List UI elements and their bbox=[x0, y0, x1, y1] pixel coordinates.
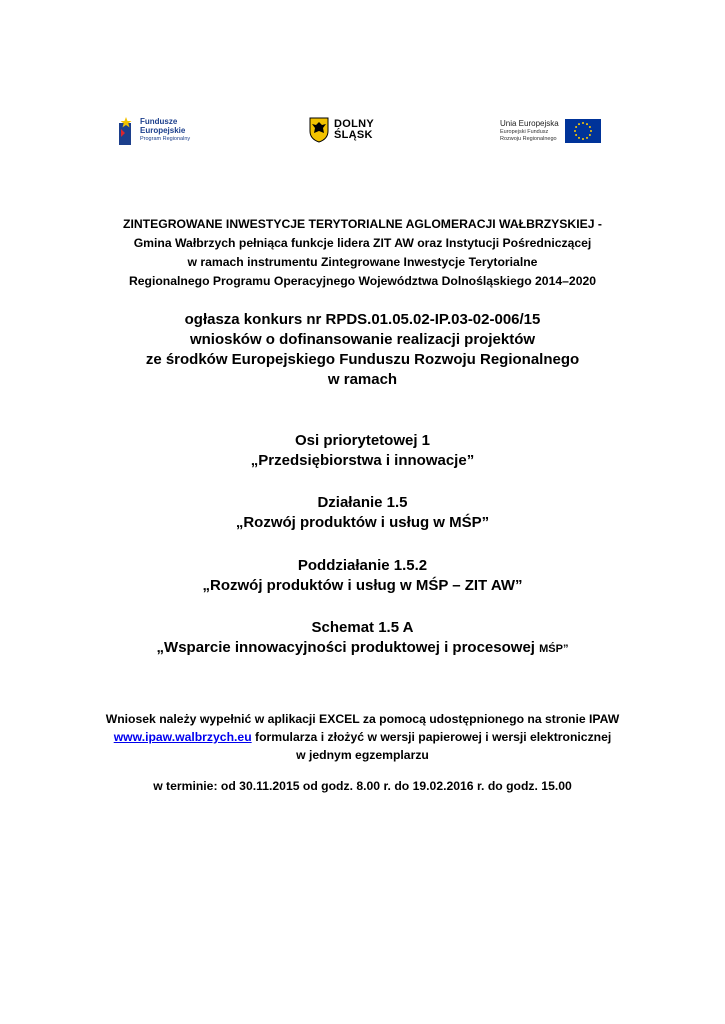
fundusze-europejskie-emblem-icon bbox=[117, 115, 135, 145]
header-line1: ZINTEGROWANE INWESTYCJE TERYTORIALNE AGLOMERACJI WAŁBRZYSKIEJ - bbox=[123, 217, 602, 231]
scheme-label: Schemat 1.5 A bbox=[311, 619, 414, 636]
ds-line2: ŚLĄSK bbox=[334, 129, 373, 141]
fe-line1: Fundusze bbox=[140, 116, 178, 126]
axis-label: Osi priorytetowej 1 bbox=[294, 432, 431, 449]
scheme-name: „Wsparcie innowacyjności produktowej i procesowej bbox=[156, 639, 540, 656]
action-label: Działanie 1.5 bbox=[317, 494, 408, 511]
announce-line2: wniosków o dofinansowanie realizacji projektów bbox=[189, 331, 536, 348]
competition-announcement bbox=[0, 310, 725, 390]
announce-line3: ze środków Europejskiego Funduszu Rozwoju Regionalnego bbox=[145, 351, 580, 368]
eu-flag-icon bbox=[565, 119, 601, 143]
fe-line3: Program Regionalny bbox=[140, 135, 191, 142]
action-section bbox=[0, 493, 725, 533]
ue-line2: Rozwoju Regionalnego bbox=[500, 136, 557, 142]
instr-line2-rest: formularza i złożyć w wersji papierowej i wersji elektronicznej bbox=[251, 730, 612, 744]
ue-title: Unia Europejska bbox=[500, 119, 559, 128]
fe-line2: Europejskie bbox=[140, 125, 186, 135]
instr-line3: w jednym egzemplarzu bbox=[296, 748, 429, 762]
instr-line2 bbox=[0, 728, 725, 746]
instr-line1: Wniosek należy wypełnić w aplikacji EXCEL za pomocą udostępnionego na stronie IPAW bbox=[105, 712, 620, 726]
announce-line1: ogłasza konkurs nr RPDS.01.05.02-IP.03-02-006/15 bbox=[184, 311, 541, 328]
dolny-slask-logo bbox=[309, 117, 374, 143]
institution-header bbox=[0, 215, 725, 291]
ipaw-link[interactable]: www.ipaw.walbrzych.eu bbox=[113, 730, 252, 744]
scheme-name-line bbox=[0, 638, 725, 659]
fundusze-europejskie-logo bbox=[117, 115, 190, 145]
subaction-name: „Rozwój produktów i usług w MŚP – ZIT AW” bbox=[202, 577, 523, 594]
header-line3: w ramach instrumentu Zintegrowane Inwestycje Terytorialne bbox=[187, 255, 538, 269]
axis-name: „Przedsiębiorstwa i innowacje” bbox=[250, 452, 475, 469]
subaction-section bbox=[0, 556, 725, 596]
scheme-name-small: MŚP” bbox=[539, 643, 569, 655]
announce-line4: w ramach bbox=[327, 371, 398, 388]
subaction-label: Poddziałanie 1.5.2 bbox=[297, 557, 428, 574]
unia-europejska-logo bbox=[500, 119, 601, 143]
instructions bbox=[0, 710, 725, 764]
deadline-text: w terminie: od 30.11.2015 od godz. 8.00 r. do 19.02.2016 r. do godz. 15.00 bbox=[153, 779, 572, 793]
ue-line1: Europejski Fundusz bbox=[500, 129, 549, 135]
eagle-shield-icon bbox=[309, 117, 329, 143]
priority-axis-section bbox=[0, 431, 725, 471]
logo-bar bbox=[0, 110, 725, 160]
action-name: „Rozwój produktów i usług w MŚP” bbox=[235, 514, 490, 531]
scheme-section bbox=[0, 618, 725, 659]
header-line2: Gmina Wałbrzych pełniąca funkcje lidera ZIT AW oraz Instytucji Pośredniczącej bbox=[133, 236, 592, 250]
ds-line1: DOLNY bbox=[334, 118, 374, 130]
header-line4: Regionalnego Programu Operacyjnego Województwa Dolnośląskiego 2014–2020 bbox=[128, 274, 597, 288]
